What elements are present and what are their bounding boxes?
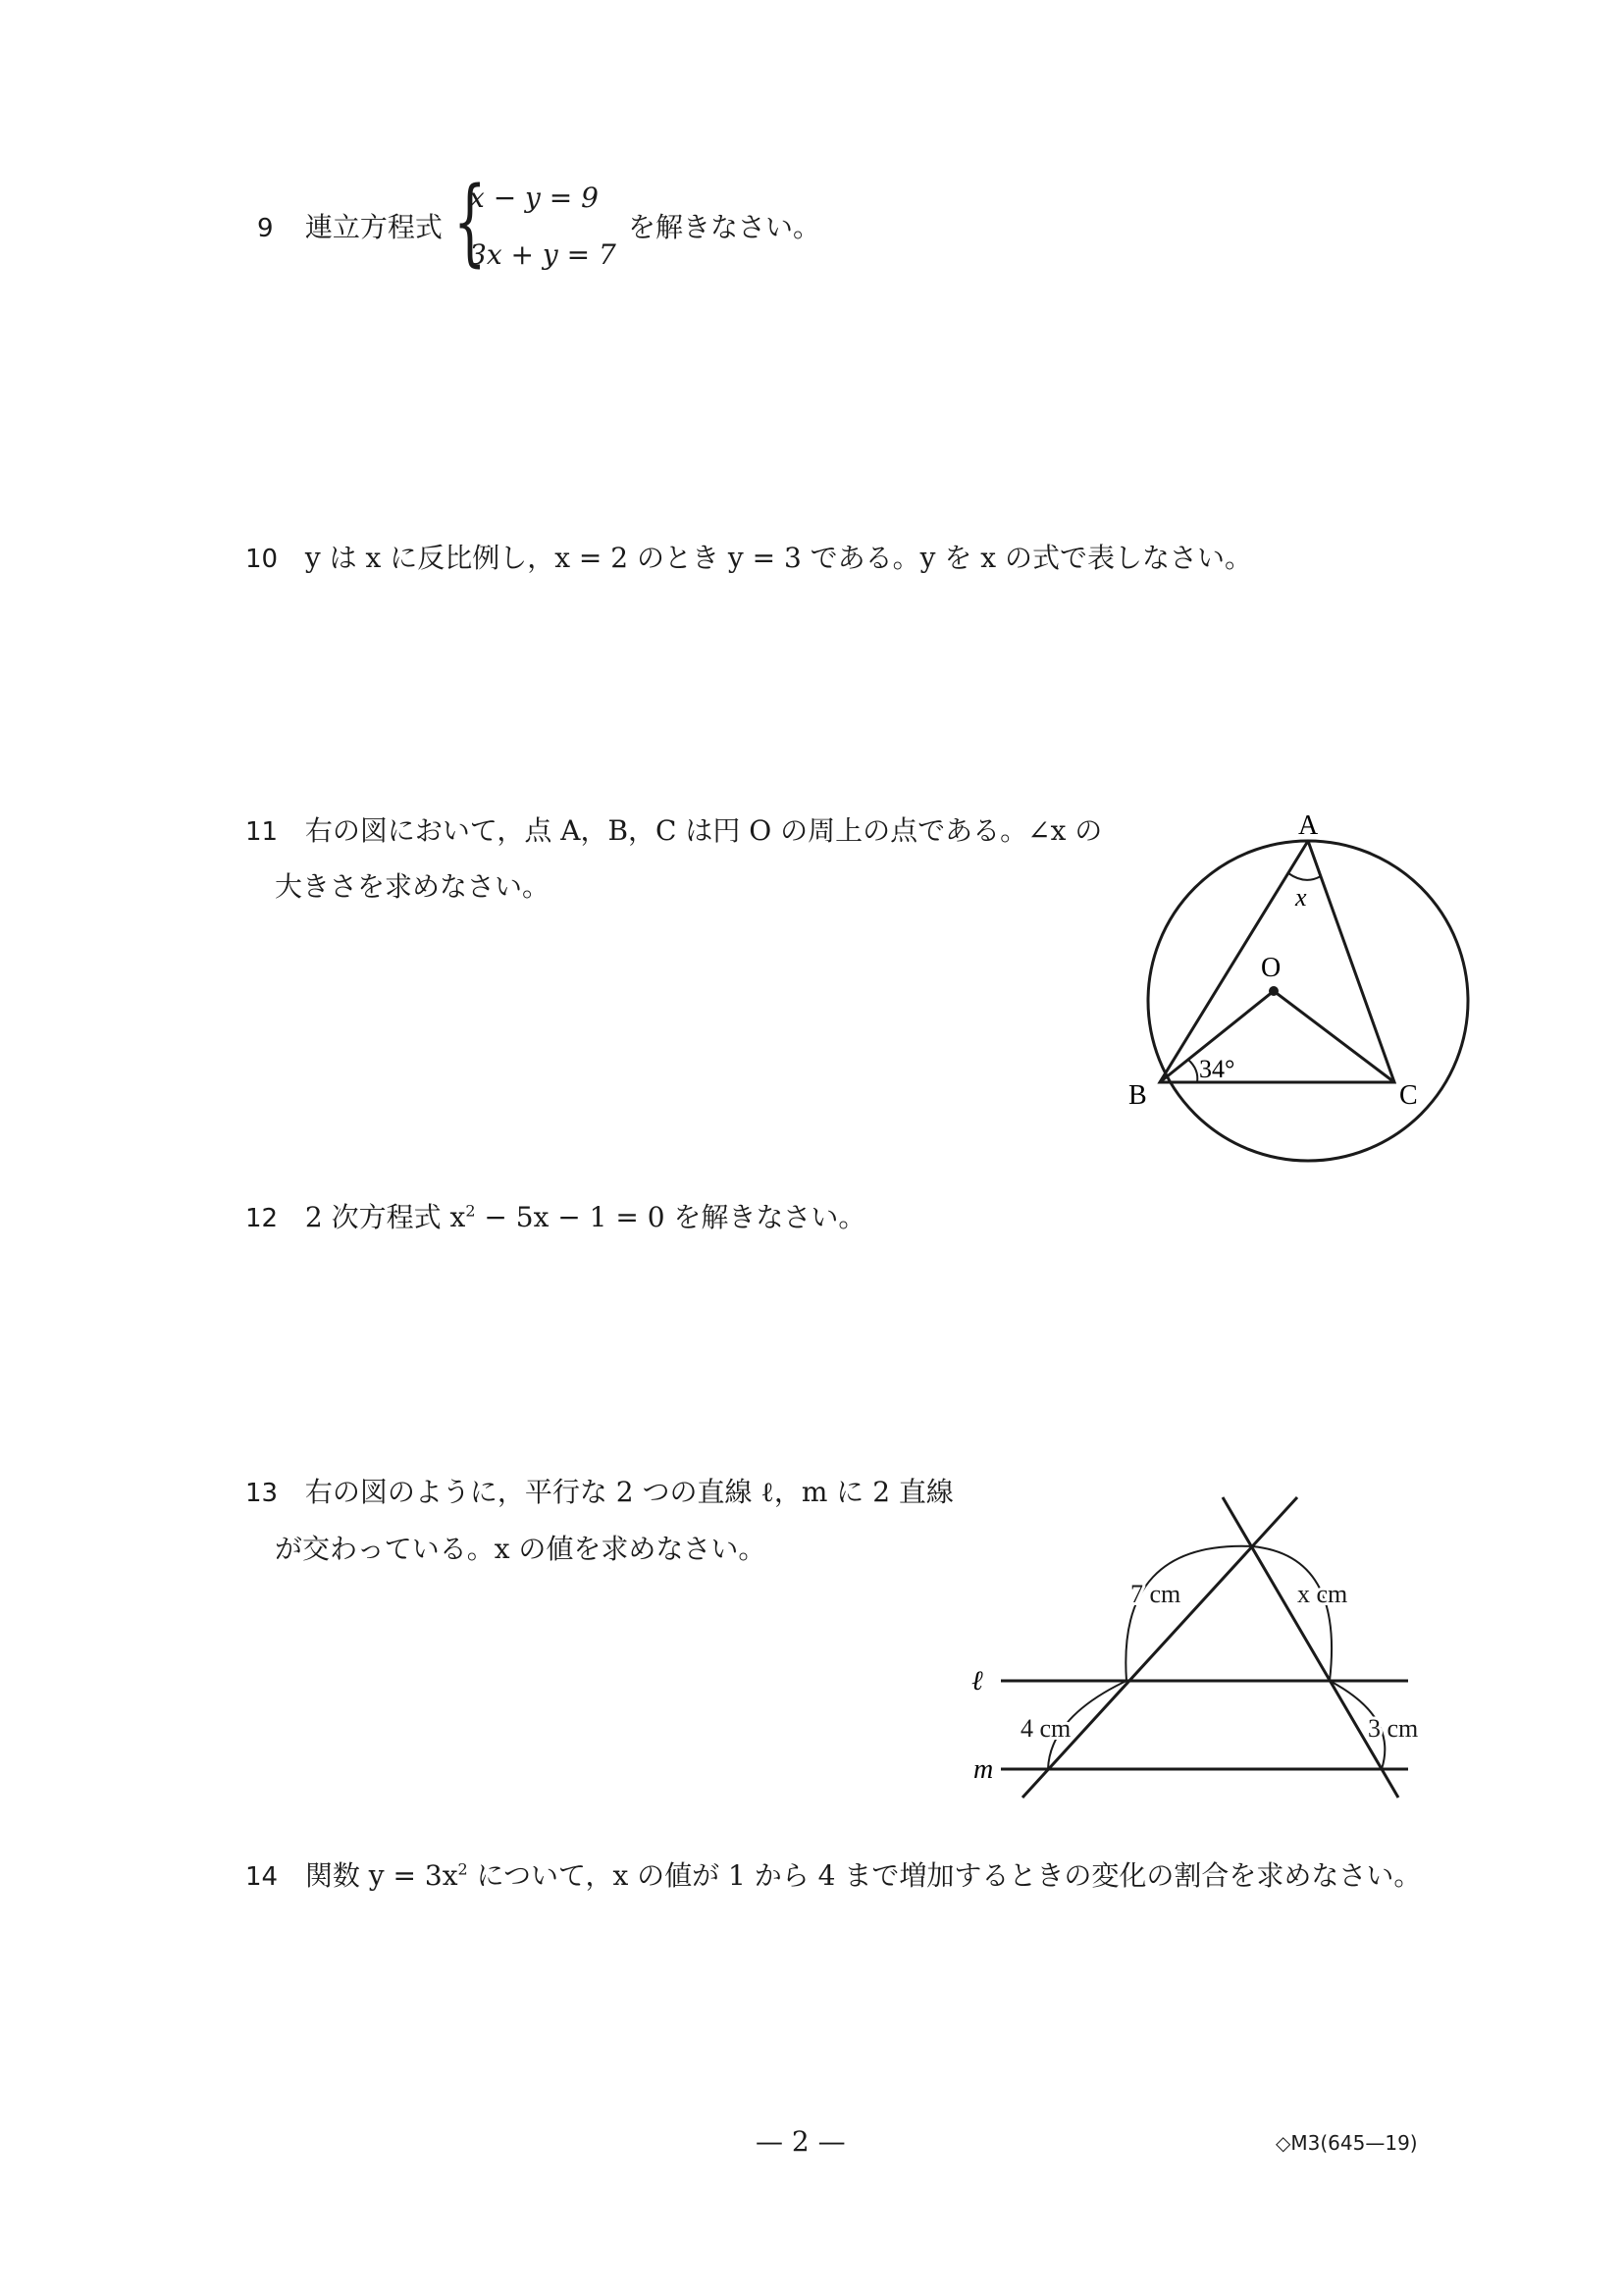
exponent: 2	[465, 1201, 476, 1221]
label-a: A	[1298, 810, 1319, 841]
question-number: 10	[245, 545, 279, 574]
label-xcm: x cm	[1297, 1580, 1348, 1608]
question-9	[257, 209, 443, 246]
question-number: 14	[245, 1862, 279, 1892]
parallel-lines-figure	[962, 1482, 1452, 1815]
question-text-b: について，x の値が 1 から 4 まで増加するときの変化の割合を求めなさい。	[467, 1859, 1422, 1892]
question-suffix: を解きなさい。	[628, 211, 821, 243]
label-b: B	[1128, 1080, 1147, 1111]
label-o: O	[1261, 953, 1282, 983]
question-12	[245, 1199, 865, 1236]
label-angle-34: 34°	[1199, 1055, 1235, 1083]
equation-1: x − y = 9	[469, 182, 599, 214]
question-text-line1: 右の図において，点 A，B，C は円 O の周上の点である。∠x の	[304, 814, 1103, 847]
label-7cm: 7 cm	[1130, 1580, 1181, 1608]
label-c: C	[1399, 1080, 1418, 1111]
label-l: ℓ	[971, 1666, 983, 1696]
question-text-b: − 5x − 1 = 0 を解きなさい。	[475, 1201, 866, 1233]
question-text: y は x に反比例し，x = 2 のとき y = 3 である。y を x の式で表しなさい。	[304, 542, 1252, 574]
question-number: 12	[245, 1204, 279, 1233]
circle-o	[1148, 841, 1468, 1161]
question-number: 11	[245, 817, 279, 847]
center-point	[1269, 986, 1279, 996]
question-number: 13	[245, 1479, 279, 1508]
angle-34-arc	[1188, 1060, 1197, 1082]
label-m: m	[973, 1754, 994, 1785]
question-13-line2: が交わっている。x の値を求めなさい。	[275, 1533, 766, 1565]
system-brace: {	[453, 167, 487, 277]
circle-figure	[1099, 805, 1492, 1197]
question-text-line1: 右の図のように，平行な 2 つの直線 ℓ，m に 2 直線	[304, 1476, 954, 1508]
page-number: — 2 —	[756, 2125, 846, 2158]
exam-code: ◇M3(645—19)	[1276, 2131, 1418, 2155]
question-11	[245, 812, 1102, 850]
question-text-a: 2 次方程式 x	[304, 1201, 466, 1233]
label-4cm: 4 cm	[1021, 1714, 1072, 1743]
exponent: 2	[457, 1859, 468, 1879]
question-prefix: 連立方程式	[304, 211, 443, 243]
equation-2: 3x + y = 7	[469, 238, 616, 271]
question-14	[245, 1857, 1421, 1895]
question-number: 9	[257, 214, 274, 243]
transversal-left	[1022, 1497, 1297, 1798]
label-3cm: 3 cm	[1368, 1714, 1419, 1743]
question-13	[245, 1474, 954, 1511]
question-text-a: 関数 y = 3x	[304, 1859, 458, 1892]
angle-x-arc	[1288, 873, 1321, 880]
label-x: x	[1295, 883, 1307, 912]
transversal-right	[1223, 1497, 1398, 1798]
question-11-line2: 大きさを求めなさい。	[275, 870, 550, 903]
question-10	[245, 540, 1252, 577]
